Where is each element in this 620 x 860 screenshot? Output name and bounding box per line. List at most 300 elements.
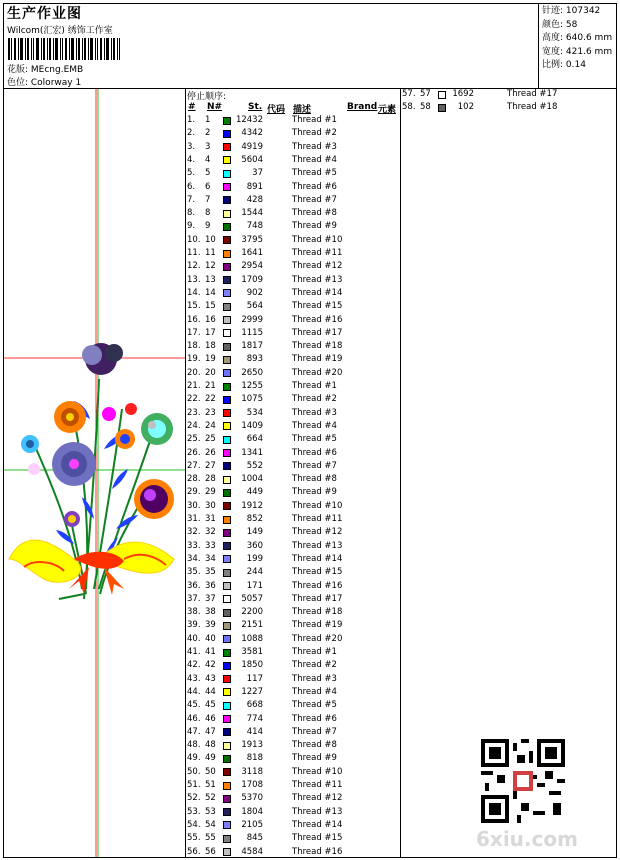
stitch-count: 664 <box>246 434 263 445</box>
stop-row <box>187 553 399 566</box>
stop-number: 11. <box>187 248 201 258</box>
stop-row <box>187 526 399 539</box>
color-swatch <box>223 782 231 790</box>
stop-row <box>187 633 399 646</box>
stop-row <box>187 540 399 553</box>
stitch-count: 534 <box>246 407 263 418</box>
stop-number: 22. <box>187 394 201 405</box>
stop-row <box>402 88 614 101</box>
stop-number: 6. <box>187 181 196 192</box>
color-swatch <box>223 675 231 683</box>
thread-description: Thread #8 <box>292 208 337 219</box>
stat-scale: 比例: 0.14 <box>542 60 586 70</box>
stitch-count: 3118 <box>241 766 263 777</box>
color-swatch <box>223 462 231 470</box>
needle-number: 4 <box>205 154 211 165</box>
stitch-count: 774 <box>246 713 263 724</box>
col-element: 元素 <box>378 105 397 115</box>
stitch-count: 4919 <box>241 141 263 152</box>
stop-number: 37. <box>187 593 201 604</box>
stop-number: 30. <box>187 500 201 511</box>
thread-description: Thread #14 <box>292 819 343 830</box>
stop-row <box>187 393 399 406</box>
stitch-count: 1544 <box>241 208 263 219</box>
col-brand: Brand <box>347 102 378 112</box>
stop-number: 16. <box>187 314 201 325</box>
thread-description: Thread #8 <box>292 740 337 751</box>
needle-number: 25 <box>205 434 216 445</box>
color-swatch <box>223 502 231 510</box>
stop-number: 25. <box>187 434 201 445</box>
barcode <box>8 38 120 60</box>
stop-row <box>187 300 399 313</box>
color-swatch <box>223 383 231 391</box>
stop-row <box>187 167 399 180</box>
stop-number: 3. <box>187 141 196 152</box>
color-swatch <box>223 143 231 151</box>
needle-number: 50 <box>205 766 216 777</box>
thread-description: Thread #17 <box>292 593 343 604</box>
needle-number: 15 <box>205 301 216 312</box>
color-swatch <box>223 236 231 244</box>
color-swatch <box>223 170 231 178</box>
thread-description: Thread #20 <box>292 367 343 378</box>
stop-row <box>187 699 399 712</box>
needle-number: 54 <box>205 819 216 830</box>
thread-description: Thread #12 <box>292 527 343 538</box>
color-swatch <box>223 117 231 125</box>
stop-number: 48. <box>187 740 201 751</box>
stitch-count: 2151 <box>241 620 263 631</box>
stitch-count: 1004 <box>241 474 263 485</box>
color-swatch <box>223 728 231 736</box>
colorway: 色位: Colorway 1 <box>7 78 82 88</box>
stop-row <box>187 194 399 207</box>
needle-number: 14 <box>205 287 216 298</box>
needle-number: 35 <box>205 567 216 578</box>
stitch-count: 428 <box>246 194 263 205</box>
thread-description: Thread #12 <box>292 261 343 272</box>
stop-number: 20. <box>187 367 201 378</box>
stop-row <box>187 726 399 739</box>
stitch-count: 845 <box>246 833 263 844</box>
thread-description: Thread #2 <box>292 660 337 671</box>
stitch-count: 2954 <box>241 261 263 272</box>
stop-row <box>187 513 399 526</box>
thread-description: Thread #4 <box>292 154 337 165</box>
stop-number: 13. <box>187 274 201 285</box>
thread-description: Thread #5 <box>292 434 337 445</box>
design-divider <box>185 88 186 858</box>
stop-row <box>187 380 399 393</box>
thread-description: Thread #14 <box>292 287 343 298</box>
stop-number: 5. <box>187 168 196 179</box>
color-swatch <box>223 688 231 696</box>
stop-number: 35. <box>187 567 201 578</box>
stitch-count: 2999 <box>241 314 263 325</box>
color-swatch <box>223 755 231 763</box>
stats-panel <box>542 5 612 73</box>
color-swatch <box>223 223 231 231</box>
thread-description: Thread #18 <box>507 102 558 113</box>
thread-description: Thread #18 <box>292 341 343 352</box>
stop-number: 10. <box>187 234 201 245</box>
stop-row <box>187 819 399 832</box>
color-swatch <box>223 821 231 829</box>
stitch-count: 3795 <box>241 234 263 245</box>
needle-number: 28 <box>205 474 216 485</box>
stop-number: 42. <box>187 660 201 671</box>
stop-row <box>187 353 399 366</box>
stitch-count: 244 <box>246 567 263 578</box>
stitch-count: 1913 <box>241 740 263 751</box>
needle-number: 41 <box>205 647 216 657</box>
stop-number: 31. <box>187 514 201 524</box>
stop-row <box>187 274 399 287</box>
stop-row <box>187 713 399 726</box>
stitch-count: 2200 <box>241 607 263 618</box>
stop-row <box>187 779 399 792</box>
thread-description: Thread #9 <box>292 221 337 232</box>
needle-number: 7 <box>205 194 211 205</box>
color-swatch <box>223 210 231 218</box>
thread-description: Thread #7 <box>292 194 337 205</box>
needle-number: 48 <box>205 740 216 751</box>
needle-number: 12 <box>205 261 216 272</box>
stop-row <box>187 447 399 460</box>
stop-row <box>187 686 399 699</box>
needle-number: 33 <box>205 540 216 551</box>
stop-number: 33. <box>187 540 201 551</box>
thread-description: Thread #17 <box>507 89 558 99</box>
thread-description: Thread #2 <box>292 128 337 139</box>
stitch-count: 1692 <box>452 89 474 99</box>
stop-number: 7. <box>187 194 196 205</box>
needle-number: 16 <box>205 314 216 325</box>
stop-number: 54. <box>187 819 201 830</box>
needle-number: 45 <box>205 700 216 711</box>
color-swatch <box>223 356 231 364</box>
stop-number: 23. <box>187 407 201 418</box>
stop-row <box>187 260 399 273</box>
needle-number: 56 <box>205 846 216 857</box>
color-swatch <box>223 609 231 617</box>
needle-number: 58 <box>420 102 431 113</box>
stitch-count: 4584 <box>241 846 263 857</box>
color-swatch <box>223 635 231 643</box>
col-code: 代码 <box>267 105 286 115</box>
thread-description: Thread #14 <box>292 553 343 564</box>
stitch-count: 5370 <box>241 793 263 804</box>
stop-number: 17. <box>187 327 201 338</box>
thread-description: Thread #1 <box>292 647 337 657</box>
color-swatch <box>223 329 231 337</box>
stop-row <box>187 806 399 819</box>
stats-divider <box>538 3 539 88</box>
needle-number: 31 <box>205 514 216 524</box>
stop-number: 14. <box>187 287 201 298</box>
thread-description: Thread #4 <box>292 686 337 697</box>
stop-row <box>187 673 399 686</box>
stop-row <box>187 832 399 845</box>
color-swatch <box>438 91 446 99</box>
stop-number: 56. <box>187 846 201 857</box>
color-swatch <box>223 542 231 550</box>
thread-description: Thread #13 <box>292 806 343 817</box>
needle-number: 52 <box>205 793 216 804</box>
stitch-count: 5057 <box>241 593 263 604</box>
color-swatch <box>223 768 231 776</box>
stop-row <box>402 101 614 114</box>
stop-row <box>187 739 399 752</box>
stop-row <box>187 154 399 167</box>
stop-row <box>187 619 399 632</box>
stop-row <box>187 420 399 433</box>
studio-name: Wilcom(汇宏) 绣饰工作室 <box>7 26 113 36</box>
needle-number: 42 <box>205 660 216 671</box>
color-swatch <box>223 555 231 563</box>
needle-number: 13 <box>205 274 216 285</box>
stop-number: 39. <box>187 620 201 631</box>
stitch-count: 552 <box>246 460 263 471</box>
stop-number: 2. <box>187 128 196 139</box>
thread-description: Thread #16 <box>292 846 343 857</box>
stop-row <box>187 407 399 420</box>
stitch-count: 1817 <box>241 341 263 352</box>
stop-number: 57. <box>402 89 416 99</box>
stop-number: 1. <box>187 115 196 125</box>
stop-number: 8. <box>187 208 196 219</box>
stitch-count: 12432 <box>235 115 263 125</box>
stop-number: 29. <box>187 487 201 498</box>
color-swatch <box>223 196 231 204</box>
watermark: 6xiu.com <box>476 827 578 851</box>
thread-description: Thread #20 <box>292 633 343 644</box>
stat-stitches: 针迹: 107342 <box>542 6 601 16</box>
col-n: N# <box>207 102 223 112</box>
stop-number: 38. <box>187 607 201 618</box>
thread-description: Thread #1 <box>292 381 337 391</box>
stop-row <box>187 593 399 606</box>
color-swatch <box>223 343 231 351</box>
thread-description: Thread #11 <box>292 514 343 524</box>
stop-row <box>187 340 399 353</box>
stitch-count: 5604 <box>241 154 263 165</box>
stop-number: 28. <box>187 474 201 485</box>
stitch-count: 1075 <box>241 394 263 405</box>
stat-height: 高度: 640.6 mm <box>542 33 613 43</box>
stitch-count: 360 <box>246 540 263 551</box>
needle-number: 47 <box>205 726 216 737</box>
thread-description: Thread #3 <box>292 673 337 684</box>
needle-number: 3 <box>205 141 211 152</box>
stitch-count: 2650 <box>241 367 263 378</box>
stitch-count: 199 <box>246 553 263 564</box>
color-swatch <box>223 582 231 590</box>
stop-row <box>187 486 399 499</box>
stop-number: 41. <box>187 647 201 657</box>
stop-row <box>187 287 399 300</box>
stitch-count: 1088 <box>241 633 263 644</box>
needle-number: 39 <box>205 620 216 631</box>
stop-number: 44. <box>187 686 201 697</box>
qr-code <box>481 739 565 823</box>
color-swatch <box>223 276 231 284</box>
stop-row <box>187 792 399 805</box>
thread-description: Thread #19 <box>292 620 343 631</box>
needle-number: 55 <box>205 833 216 844</box>
thread-description: Thread #10 <box>292 234 343 245</box>
stop-number: 58. <box>402 102 416 113</box>
color-swatch <box>223 156 231 164</box>
stitch-count: 1709 <box>241 274 263 285</box>
col-stitches: St. <box>248 102 263 112</box>
color-swatch <box>223 303 231 311</box>
stop-number: 12. <box>187 261 201 272</box>
stop-number: 18. <box>187 341 201 352</box>
stitch-count: 37 <box>252 168 263 179</box>
stop-number: 24. <box>187 420 201 431</box>
stop-row <box>187 646 399 659</box>
stop-number: 55. <box>187 833 201 844</box>
stop-number: 36. <box>187 580 201 591</box>
thread-description: Thread #1 <box>292 115 337 125</box>
stop-number: 49. <box>187 753 201 764</box>
thread-description: Thread #15 <box>292 833 343 844</box>
thread-description: Thread #15 <box>292 301 343 312</box>
needle-number: 17 <box>205 327 216 338</box>
stop-row <box>187 314 399 327</box>
needle-number: 22 <box>205 394 216 405</box>
needle-number: 2 <box>205 128 211 139</box>
stop-row <box>187 327 399 340</box>
thread-description: Thread #13 <box>292 274 343 285</box>
needle-number: 51 <box>205 780 216 790</box>
thread-description: Thread #5 <box>292 700 337 711</box>
thread-description: Thread #6 <box>292 713 337 724</box>
stop-row <box>187 659 399 672</box>
color-swatch <box>223 409 231 417</box>
col-num: # <box>188 102 196 112</box>
needle-number: 29 <box>205 487 216 498</box>
color-swatch <box>223 396 231 404</box>
thread-description: Thread #11 <box>292 248 343 258</box>
stitch-count: 414 <box>246 726 263 737</box>
stop-number: 43. <box>187 673 201 684</box>
thread-description: Thread #3 <box>292 141 337 152</box>
stop-row <box>187 220 399 233</box>
stat-colors: 颜色: 58 <box>542 19 578 30</box>
needle-number: 1 <box>205 115 211 125</box>
needle-number: 44 <box>205 686 216 697</box>
thread-description: Thread #17 <box>292 327 343 338</box>
color-swatch <box>223 263 231 271</box>
needle-number: 11 <box>205 248 216 258</box>
needle-number: 23 <box>205 407 216 418</box>
stitch-count: 3581 <box>241 647 263 657</box>
stop-row <box>187 606 399 619</box>
stitch-count: 1227 <box>241 686 263 697</box>
color-swatch <box>223 622 231 630</box>
needle-number: 34 <box>205 553 216 564</box>
color-swatch <box>223 662 231 670</box>
stop-row <box>187 473 399 486</box>
stitch-count: 1341 <box>241 447 263 458</box>
color-swatch <box>223 715 231 723</box>
thread-description: Thread #11 <box>292 780 343 790</box>
stitch-count: 893 <box>246 354 263 365</box>
thread-description: Thread #8 <box>292 474 337 485</box>
thread-description: Thread #9 <box>292 753 337 764</box>
stitch-count: 171 <box>246 580 263 591</box>
stop-row <box>187 367 399 380</box>
color-swatch <box>223 183 231 191</box>
thread-description: Thread #12 <box>292 793 343 804</box>
list-divider <box>400 88 401 858</box>
stat-width: 宽度: 421.6 mm <box>542 46 613 57</box>
stop-number: 50. <box>187 766 201 777</box>
needle-number: 36 <box>205 580 216 591</box>
stitch-count: 2105 <box>241 819 263 830</box>
needle-number: 20 <box>205 367 216 378</box>
needle-number: 8 <box>205 208 211 219</box>
needle-number: 57 <box>420 89 431 99</box>
stitch-count: 1804 <box>241 806 263 817</box>
stop-number: 51. <box>187 780 201 790</box>
stop-number: 32. <box>187 527 201 538</box>
thread-description: Thread #4 <box>292 420 337 431</box>
color-swatch <box>223 595 231 603</box>
needle-number: 9 <box>205 221 211 232</box>
stop-number: 47. <box>187 726 201 737</box>
stitch-count: 1708 <box>241 780 263 790</box>
stitch-count: 4342 <box>241 128 263 139</box>
stitch-count: 564 <box>246 301 263 312</box>
thread-description: Thread #7 <box>292 460 337 471</box>
stop-row <box>187 566 399 579</box>
needle-number: 37 <box>205 593 216 604</box>
stop-row <box>187 141 399 154</box>
stop-row <box>187 234 399 247</box>
stop-row <box>187 247 399 260</box>
color-swatch <box>223 795 231 803</box>
stitch-count: 1912 <box>241 500 263 511</box>
color-swatch <box>223 529 231 537</box>
thread-description: Thread #16 <box>292 580 343 591</box>
needle-number: 49 <box>205 753 216 764</box>
stitch-count: 1115 <box>241 327 263 338</box>
stop-row <box>187 766 399 779</box>
color-swatch <box>223 649 231 657</box>
thread-description: Thread #13 <box>292 540 343 551</box>
stop-number: 19. <box>187 354 201 365</box>
stop-row <box>187 181 399 194</box>
color-swatch <box>223 835 231 843</box>
color-swatch <box>223 569 231 577</box>
thread-description: Thread #6 <box>292 447 337 458</box>
stop-number: 45. <box>187 700 201 711</box>
stitch-count: 449 <box>246 487 263 498</box>
color-swatch <box>223 422 231 430</box>
stitch-count: 102 <box>457 102 474 113</box>
color-swatch <box>223 130 231 138</box>
needle-number: 53 <box>205 806 216 817</box>
color-swatch <box>438 104 446 112</box>
thread-description: Thread #9 <box>292 487 337 498</box>
thread-description: Thread #10 <box>292 766 343 777</box>
stop-number: 53. <box>187 806 201 817</box>
thread-description: Thread #15 <box>292 567 343 578</box>
